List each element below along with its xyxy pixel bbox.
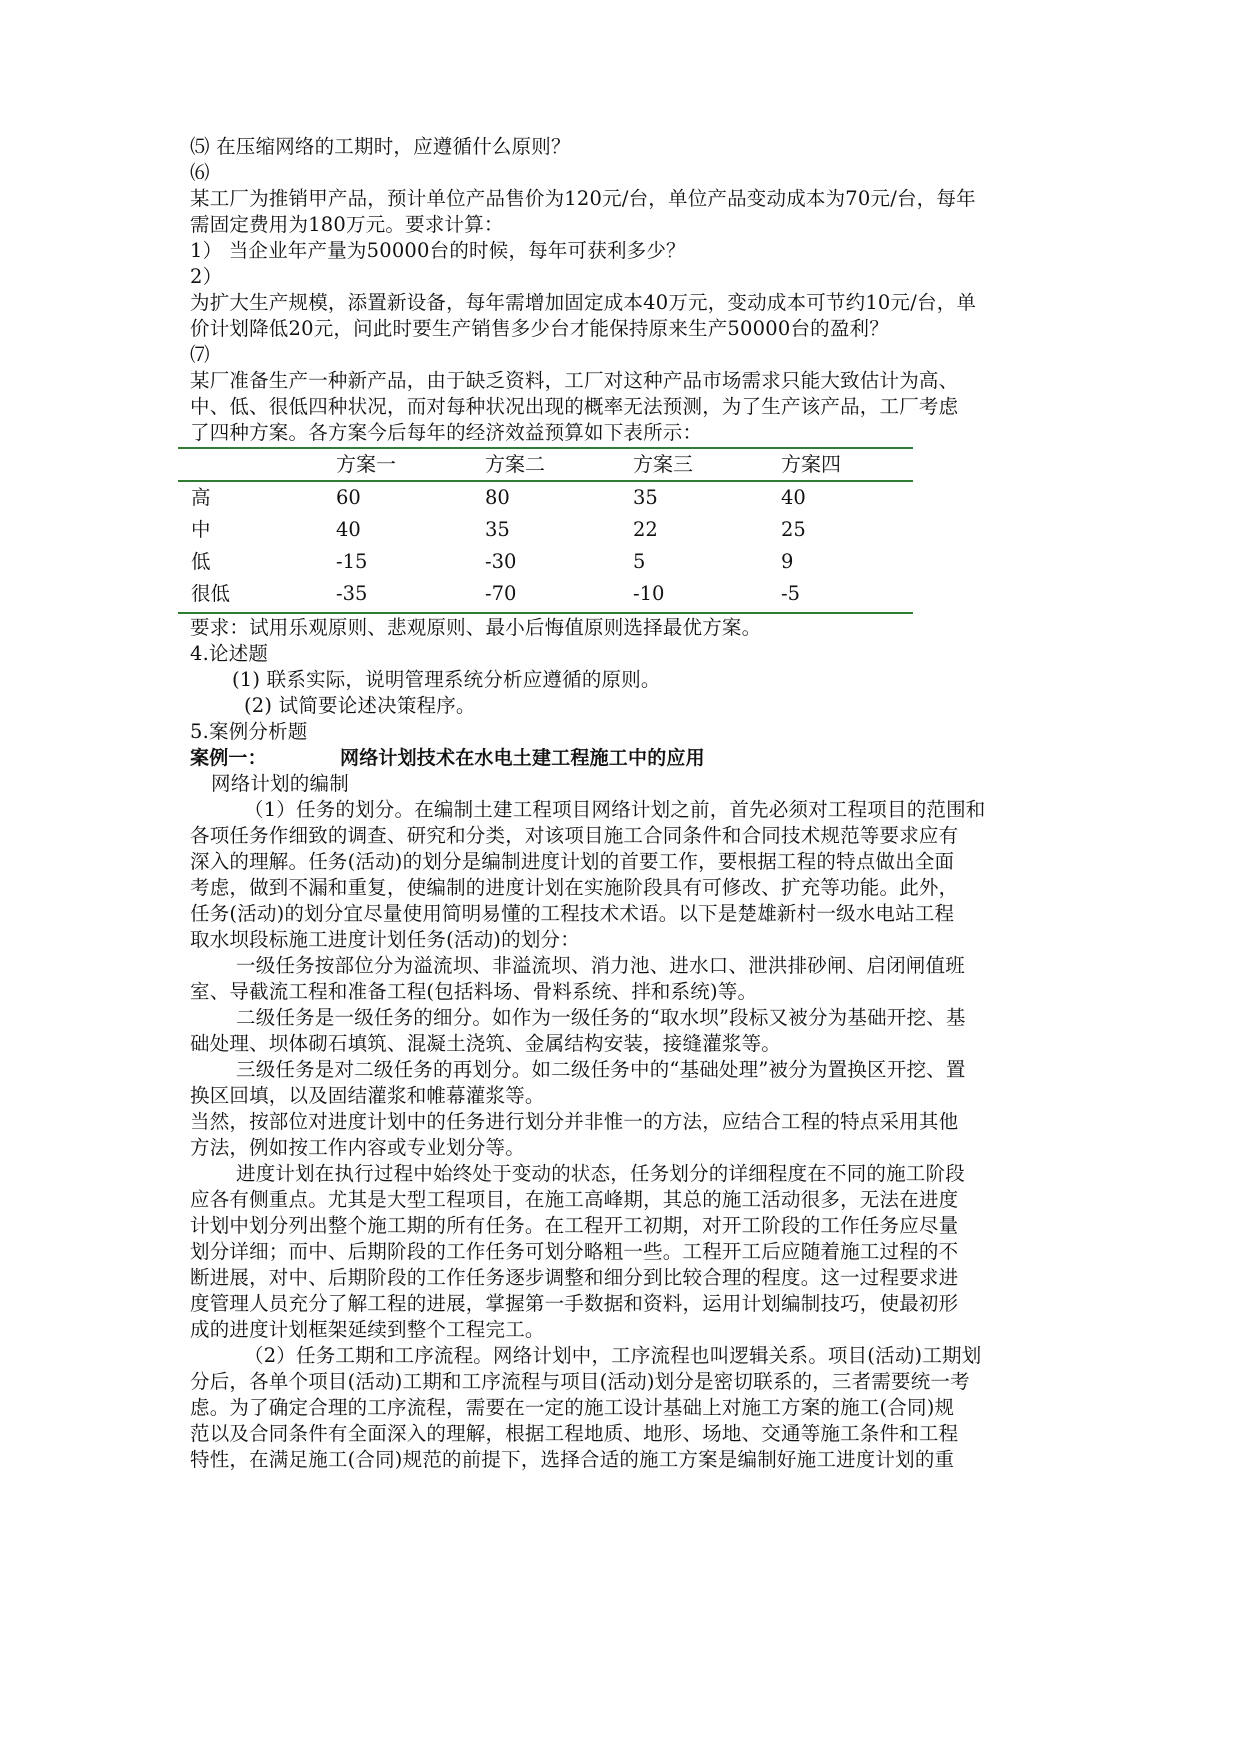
paragraph-line: 计划中划分列出整个施工期的所有任务。在工程开工初期，对开工阶段的工作任务应尽量 — [190, 1214, 959, 1237]
paragraph-line: 深入的理解。任务(活动)的划分是编制进度计划的首要工作，要根据工程的特点做出全面 — [190, 850, 955, 873]
paragraph-line: 各项任务作细致的调查、研究和分类，对该项目施工合同条件和合同技术规范等要求应有 — [190, 824, 959, 847]
paragraph-line: 虑。为了确定合理的工序流程，需要在一定的施工设计基础上对施工方案的施工(合同)规 — [190, 1396, 955, 1419]
table-cell: 25 — [781, 518, 806, 541]
table-row-label: 低 — [191, 550, 211, 573]
table-cell: 40 — [781, 486, 806, 509]
paragraph-line: 二级任务是一级任务的细分。如作为一级任务的“取水坝”段标又被分为基础开挖、基 — [236, 1006, 966, 1029]
section-heading: 4.论述题 — [190, 642, 269, 665]
table-cell: 22 — [633, 518, 658, 541]
paragraph-line: 一级任务按部位分为溢流坝、非溢流坝、消力池、进水口、泄洪排砂闸、启闭闸值班 — [236, 954, 965, 977]
question-6-1: 1） 当企业年产量为50000台的时候，每年可获利多少？ — [190, 239, 686, 262]
paragraph-line: 三级任务是对二级任务的再划分。如二级任务中的“基础处理”被分为置换区开挖、置 — [236, 1058, 966, 1081]
table-cell: 40 — [336, 518, 361, 541]
table-header: 方案四 — [781, 452, 841, 476]
paragraph-line: 任务(活动)的划分宜尽量使用简明易懂的工程技术术语。以下是楚雄新村一级水电站工程 — [190, 902, 955, 925]
table-row-label: 很低 — [191, 582, 231, 605]
paragraph-line: 中、低、很低四种状况，而对每种状况出现的概率无法预测，为了生产该产品，工厂考虑 — [190, 395, 959, 418]
table-cell: 9 — [781, 550, 794, 573]
paragraph-line: 范以及合同条件有全面深入的理解，根据工程地质、地形、场地、交通等施工条件和工程 — [190, 1422, 959, 1445]
table-cell: 80 — [485, 486, 510, 509]
essay-question: (1) 联系实际，说明管理系统分析应遵循的原则。 — [232, 668, 661, 691]
essay-question: (2) 试简要论述决策程序。 — [244, 694, 476, 717]
table-cell: -15 — [336, 550, 368, 573]
table-cell: -70 — [485, 582, 517, 605]
paragraph-line: 某工厂为推销甲产品，预计单位产品售价为120元/台，单位产品变动成本为70元/台，每年 — [190, 187, 976, 210]
section-heading: 5.案例分析题 — [190, 720, 308, 743]
question-5: ⑸ 在压缩网络的工期时，应遵循什么原则？ — [190, 135, 571, 158]
paragraph-line: 室、导截流工程和准备工程(包括料场、骨料系统、拌和系统)等。 — [190, 980, 758, 1003]
paragraph-line: 度管理人员充分了解工程的进展，掌握第一手数据和资料，运用计划编制技巧，使最初形 — [190, 1292, 959, 1315]
table-cell: -35 — [336, 582, 368, 605]
table-cell: 5 — [633, 550, 646, 573]
paragraph-line: 需固定费用为180万元。要求计算： — [190, 213, 504, 236]
requirement-text: 要求：试用乐观原则、悲观原则、最小后悔值原则选择最优方案。 — [190, 616, 762, 639]
table-cell: 35 — [485, 518, 510, 541]
paragraph-line: 分后，各单个项目(活动)工期和工序流程与项目(活动)划分是密切联系的，三者需要统一考 — [190, 1370, 970, 1393]
paragraph-line: 取水坝段标施工进度计划任务(活动)的划分： — [190, 928, 580, 951]
paragraph-line: 划分详细；而中、后期阶段的工作任务可划分略粗一些。工程开工后应随着施工过程的不 — [190, 1240, 959, 1263]
paragraph-line: 应各有侧重点。尤其是大型工程项目，在施工高峰期，其总的施工活动很多，无法在进度 — [190, 1188, 959, 1211]
table-cell: -5 — [781, 582, 800, 605]
table-cell: -30 — [485, 550, 517, 573]
subheading: 网络计划的编制 — [211, 772, 349, 795]
table-cell: -10 — [633, 582, 665, 605]
table-cell: 35 — [633, 486, 658, 509]
paragraph-line: 础处理、坝体砌石填筑、混凝土浇筑、金属结构安装，接缝灌浆等。 — [190, 1032, 782, 1055]
paragraph-line: 考虑，做到不漏和重复，使编制的进度计划在实施阶段具有可修改、扩充等功能。此外， — [190, 876, 959, 899]
case-label: 案例一： — [190, 747, 267, 769]
paragraph-line: 方法，例如按工作内容或专业划分等。 — [190, 1136, 525, 1159]
table-row-label: 高 — [191, 486, 211, 509]
paragraph-line: 成的进度计划框架延续到整个工程完工。 — [190, 1318, 545, 1341]
paragraph-line: 断进展，对中、后期阶段的工作任务逐步调整和细分到比较合理的程度。这一过程要求进 — [190, 1266, 959, 1289]
paragraph-line: 了四种方案。各方案今后每年的经济效益预算如下表所示： — [190, 421, 703, 444]
table-header: 方案三 — [633, 452, 693, 476]
table-row-label: 中 — [191, 518, 211, 541]
table-cell: 60 — [336, 486, 361, 509]
paragraph-line: （2）任务工期和工序流程。网络计划中，工序流程也叫逻辑关系。项目(活动)工期划 — [244, 1344, 982, 1367]
question-7-label: ⑺ — [190, 343, 210, 366]
paragraph-line: 价计划降低20元，问此时要生产销售多少台才能保持原来生产50000台的盈利？ — [190, 317, 889, 340]
table-top-rule — [178, 447, 913, 449]
paragraph-line: 某厂准备生产一种新产品，由于缺乏资料，工厂对这种产品市场需求只能大致估计为高、 — [190, 369, 959, 392]
paragraph-line: 为扩大生产规模，添置新设备，每年需增加固定成本40万元，变动成本可节约10元/台，单 — [190, 291, 977, 314]
paragraph-line: 进度计划在执行过程中始终处于变动的状态，任务划分的详细程度在不同的施工阶段 — [236, 1162, 965, 1185]
case-title: 网络计划技术在水电土建工程施工中的应用 — [340, 747, 705, 769]
question-6-2-label: 2） — [190, 265, 223, 288]
table-header-rule — [178, 480, 913, 482]
paragraph-line: 换区回填，以及固结灌浆和帷幕灌浆等。 — [190, 1084, 545, 1107]
paragraph-line: （1）任务的划分。在编制土建工程项目网络计划之前，首先必须对工程项目的范围和 — [244, 798, 986, 821]
table-header: 方案一 — [336, 452, 396, 476]
table-header: 方案二 — [485, 452, 545, 476]
paragraph-line: 当然，按部位对进度计划中的任务进行划分并非惟一的方法，应结合工程的特点采用其他 — [190, 1110, 959, 1133]
question-6-label: ⑹ — [190, 161, 210, 184]
paragraph-line: 特性，在满足施工(合同)规范的前提下，选择合适的施工方案是编制好施工进度计划的重 — [190, 1448, 955, 1471]
